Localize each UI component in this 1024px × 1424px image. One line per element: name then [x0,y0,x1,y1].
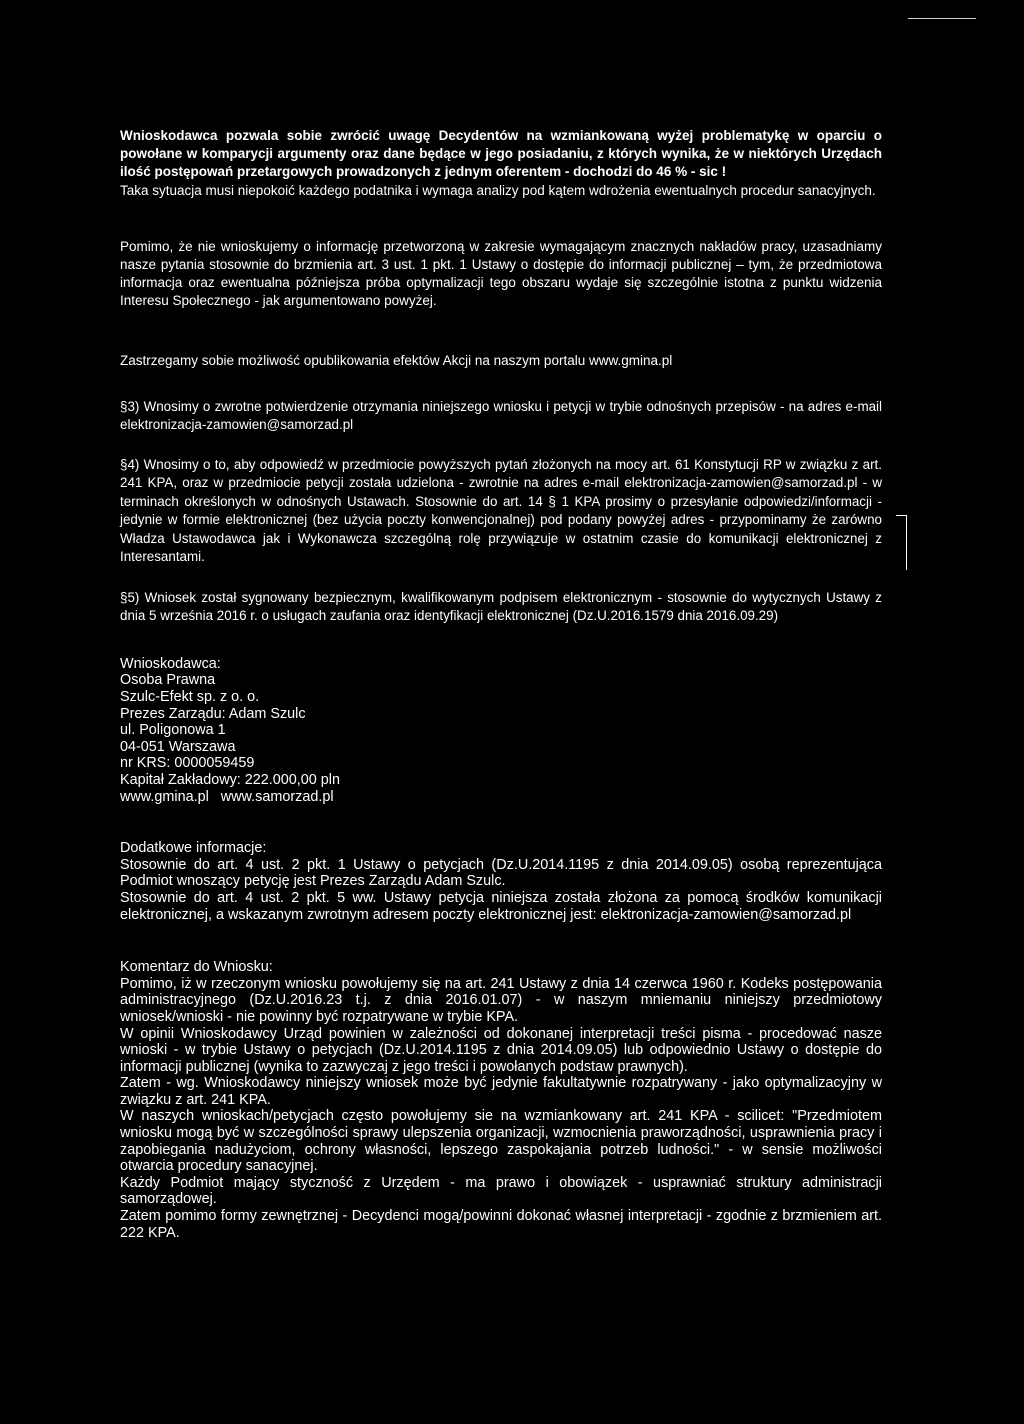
margin-bracket-tick [896,515,906,516]
applicant-city: 04-051 Warszawa [120,738,236,755]
applicant-websites: www.gmina.pl www.samorzad.pl [120,788,334,805]
comment-heading: Komentarz do Wniosku: [120,959,273,976]
additional-info-heading: Dodatkowe informacje: [120,840,267,857]
comment-every-entity: Każdy Podmiot mający styczność z Urzędem - ma prawo i obowiązek - usprawniać struktury administracji samorządowej. [120,1174,882,1208]
section-5-signature: §5) Wniosek został sygnowany bezpiecznym, kwalifikowanym podpisem elektronicznym - stosownie do wytycznych Ustawy z dnia 5 września 2016 r. o usługach zaufania oraz identyfikacji elektronicznej (Dz.U.2016.1579 dnia 2016.09.29) [120,589,882,624]
section-4-reply-request: §4) Wnosimy o to, aby odpowiedź w przedmiocie powyższych pytań złożonych na mocy art. 61 Konstytucji RP w związku z art. 241 KPA, oraz w przedmiocie petycji została udzielona - zwrotnie na adres e-mail elektronizacja-zamowien@samorzad.pl - w terminach określonych w odnośnych Ustawach. Stosownie do art. 14 § 1 KPA prosimy o przesyłanie odpowiedzi/informacji - jedynie w formie elektronicznej (bez użycia poczty konwencjonalnej) pod podany powyżej adres - przypominamy że zarówno Władza Ustawodawca jak i Wykonawcza szczególną rolę przywiązuje w ostatnim czasie do komunikacji elektronicznej z Interesantami. [120,456,882,565]
page-edge-line [908,18,976,19]
comment-procedure-opinion: W opinii Wnioskodawcy Urząd powinien w zależności od dokonanej interpretacji treści pisma - procedować nasze wnioski - w trybie Ustawy o petycjach (Dz.U.2014.1195 z dnia 2014.09.05) lub odpowiednio Ustawy o dostępie do informacji publicznej (wynika to zazwyczaj z jego treści i powołanych podstaw prawnych). [120,1025,882,1075]
applicant-block [120,656,882,805]
additional-info-electronic-filing: Stosownie do art. 4 ust. 2 pkt. 5 ww. Ustawy petycja niniejsza została złożona za pomocą środków komunikacji elektronicznej, a wskazanym zwrotnym adresem poczty elektronicznej jest: elektronizacja-zamowien@samorzad.pl [120,889,882,923]
applicant-street: ul. Poligonowa 1 [120,722,226,739]
margin-bracket-line [906,515,907,570]
additional-info-block [120,840,882,923]
section-3-confirmation: §3) Wnosimy o zwrotne potwierdzenie otrzymania niniejszego wniosku i petycji w trybie odnośnych przepisów - na adres e-mail elektronizacja-zamowien@samorzad.pl [120,398,882,433]
comment-interpretation: Zatem pomimo formy zewnętrznej - Decydenci mogą/powinni dokonać własnej interpretacji - zgodnie z brzmieniem art. 222 KPA. [120,1208,882,1241]
applicant-president: Prezes Zarządu: Adam Szulc [120,705,306,722]
comment-art-241-quote: W naszych wnioskach/petycjach często powołujemy sie na wzmiankowany art. 241 KPA - scilicet: "Przedmiotem wniosku mogą być w szczególności sprawy ulepszenia organizacji, wzmocnienia praworządności, usprawnienia pracy i zapobiegania nadużyciom, ochrony własności, lepszego zaspokajania potrzeb ludności." - w sensie możliwości otwarcia procedury sanacyjnej. [120,1108,882,1175]
paragraph-sanation: Taka sytuacja musi niepokoić każdego podatnika i wymaga analizy pod kątem wdrożenia ewentualnych procedur sanacyjnych. [120,182,876,198]
additional-info-representative: Stosownie do art. 4 ust. 2 pkt. 1 Ustawy o petycjach (Dz.U.2014.1195 z dnia 2014.09.05) osobą reprezentująca Podmiot wnoszący petycję jest Prezes Zarządu Adam Szulc. [120,856,882,890]
comment-kpa-basis: Pomimo, iż w rzeczonym wniosku powołujemy się na art. 241 Ustawy z dnia 14 czerwca 1960 r. Kodeks postępowania administracyjnego (Dz.U.2016.23 t.j. z dnia 2016.01.07) - w naszym mniemaniu niniejszy przedmiotowy wniosek/wnioski - nie powinny być rozpatrywane w trybie KPA. [120,975,882,1025]
applicant-type: Osoba Prawna [120,672,216,689]
document-page [120,127,882,1241]
comment-optional-review: Zatem - wg. Wnioskodawcy niniejszy wniosek może być jedynie fakultatywnie rozpatrywany - jako optymalizacyjny w związku z art. 241 KPA. [120,1075,882,1108]
paragraph-problem-statement: Wnioskodawca pozwala sobie zwrócić uwagę Decydentów na wzmiankowaną wyżej problematykę w oparciu o powołane w komparycji argumenty oraz dane będące w jego posiadaniu, z których wynika, że w niektórych Urzędach ilość postępowań przetargowych prowadzonych z jednym oferentem - dochodzi do 46 % - sic ! [120,128,882,180]
applicant-capital: Kapitał Zakładowy: 222.000,00 pln [120,771,341,788]
paragraph-publication-reservation: Zastrzegamy sobie możliwość opublikowania efektów Akcji na naszym portalu www.gmina.pl [120,352,673,368]
comment-block [120,959,882,1241]
applicant-heading: Wnioskodawca: [120,655,221,672]
paragraph-justification: Pomimo, że nie wnioskujemy o informację przetworzoną w zakresie wymagającym znacznych nakładów pracy, uzasadniamy nasze pytania stosownie do brzmienia art. 3 ust. 1 pkt. 1 Ustawy o dostępie do informacji publicznej – tym, że przedmiotowa informacja oraz ewentualna późniejsza próba optymalizacji tego obszaru wydaje się szczególnie istotna z punktu widzenia Interesu Społecznego - jak argumentowano powyżej. [120,238,882,309]
applicant-krs: nr KRS: 0000059459 [120,755,255,772]
applicant-company: Szulc-Efekt sp. z o. o. [120,689,260,706]
